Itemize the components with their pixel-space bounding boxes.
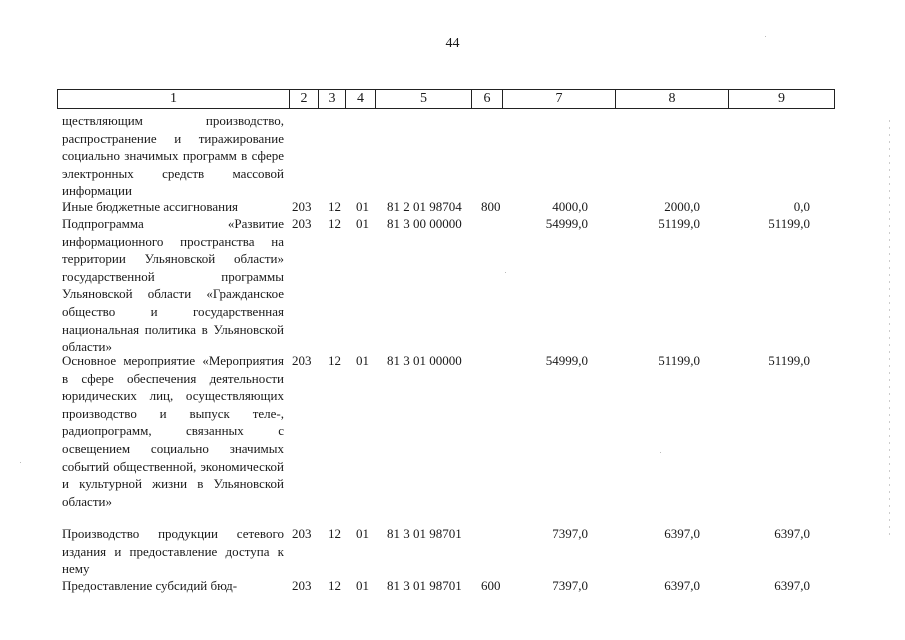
row-description: ществляющим производство, распространение и тиражирование социально значимых программ в сфере электронных средств массовой информации [62,113,284,199]
cell-col-2: 203 [292,216,312,231]
cell-col-7: 54999,0 [545,353,588,368]
header-col-5: 5 [376,90,472,108]
row-description: Подпрограмма «Развитие информационного пространства на территории Ульяновской области» государственной программы Ульяновской области «Гражданское общество и государственная национальная политика в Ульяновской области» [62,216,284,355]
cell-col-3: 12 [328,526,341,541]
cell-col-9: 6397,0 [774,578,810,593]
cell-col-8: 6397,0 [664,526,700,541]
scan-speck [660,452,661,453]
cell-col-2: 203 [292,353,312,368]
cell-col-9: 51199,0 [768,353,810,368]
cell-col-3: 12 [328,578,341,593]
cell-col-7: 7397,0 [552,526,588,541]
cell-col-7: 7397,0 [552,578,588,593]
cell-col-5: 81 2 01 98704 [387,199,462,214]
cell-col-8: 51199,0 [658,216,700,231]
cell-col-3: 12 [328,353,341,368]
cell-col-3: 12 [328,216,341,231]
cell-col-5: 81 3 01 98701 [387,526,462,541]
cell-col-4: 01 [356,216,369,231]
cell-col-9: 51199,0 [768,216,810,231]
header-col-8: 8 [616,90,729,108]
cell-col-4: 01 [356,353,369,368]
header-col-4: 4 [346,90,376,108]
cell-col-4: 01 [356,526,369,541]
header-col-1: 1 [58,90,290,108]
cell-col-3: 12 [328,199,341,214]
cell-col-5: 81 3 01 98701 [387,578,462,593]
header-col-6: 6 [472,90,503,108]
cell-col-8: 51199,0 [658,353,700,368]
row-description: Основное мероприятие «Мероприятия в сфере обеспечения деятельности юридических лиц, осуществляющих производство и выпуск теле-, радиопрограмм, связанных с освещением социально значимых событий общественной, экономической и культурной жизни в Ульяновской области» [62,353,284,509]
scan-speck [20,462,21,463]
page-number: 44 [445,36,460,51]
header-col-9: 9 [778,91,785,106]
row-description: Производство продукции сетевого издания и предоставление доступа к нему [62,526,284,577]
header-col-2: 2 [290,90,319,108]
table-header-row [57,89,835,109]
cell-col-7: 4000,0 [552,199,588,214]
cell-col-7: 54999,0 [545,216,588,231]
cell-col-8: 6397,0 [664,578,700,593]
scan-speck [765,36,766,37]
row-description: Предоставление субсидий бюд- [62,578,238,593]
cell-col-5: 81 3 00 00000 [387,216,462,231]
cell-col-4: 01 [356,199,369,214]
cell-col-5: 81 3 01 00000 [387,353,462,368]
cell-col-8: 2000,0 [664,199,700,214]
cell-col-4: 01 [356,578,369,593]
header-col-7: 7 [503,90,616,108]
cell-col-2: 203 [292,526,312,541]
scan-edge-marks [889,120,890,540]
cell-col-9: 0,0 [793,199,810,214]
cell-col-2: 203 [292,199,312,214]
cell-col-6: 800 [481,199,501,214]
cell-col-2: 203 [292,578,312,593]
header-col-3: 3 [319,90,346,108]
cell-col-6: 600 [481,578,501,593]
cell-col-9: 6397,0 [774,526,810,541]
row-description: Иные бюджетные ассигнования [62,199,239,214]
scan-speck [505,272,506,273]
